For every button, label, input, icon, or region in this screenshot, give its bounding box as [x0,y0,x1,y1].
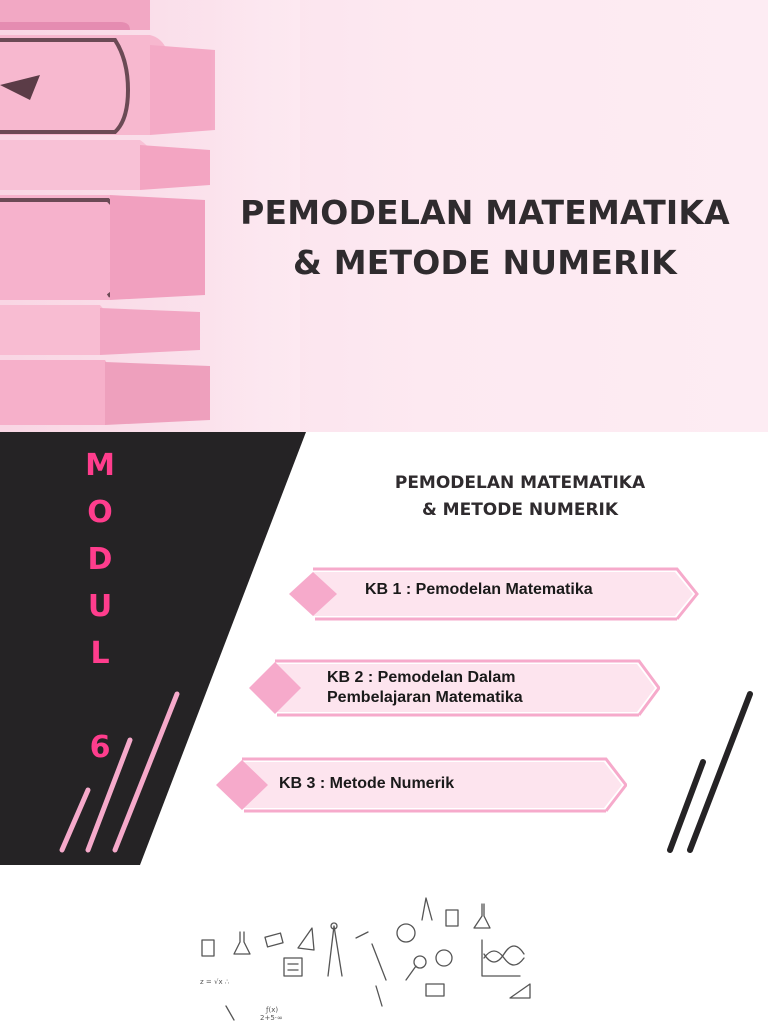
clipboard-icon [446,910,458,926]
kb-3-item[interactable] [212,756,627,814]
module-letter: D [87,542,113,577]
svg-text:2+5·∞: 2+5·∞ [260,1014,283,1022]
module-letter: U [87,589,113,624]
hero-title-line-1: PEMODELAN MATEMATIKA [240,193,730,232]
pencil-icon [372,944,386,980]
compass-icon [328,926,342,976]
section-title [360,470,680,524]
hero-title-line-2: & METODE NUMERIK [293,243,677,282]
notebook-icon [202,940,214,956]
globe-icon [436,950,452,966]
hero-title [225,188,745,288]
section-title-line-2: & METODE NUMERIK [421,500,619,520]
svg-text:z = √x ∴: z = √x ∴ [200,978,230,986]
kb-3-label: KB 3 : Metode Numerik [279,775,455,792]
kb-2-label-line-2: Pembelajaran Matematika [327,689,523,706]
set-square-icon [510,984,530,998]
module-letter: M [85,448,115,483]
book-open-icon [426,984,444,996]
module-number: 6 [89,730,111,765]
divider-icon [422,898,432,920]
section-title-line-1: PEMODELAN MATEMATIKA [394,473,646,493]
module-letter: L [90,636,110,671]
hero-banner [0,0,768,432]
flask-icon [234,932,250,954]
svg-text:ƒ(x): ƒ(x) [266,1006,279,1014]
kb-1-label: KB 1 : Pemodelan Matematika [365,581,593,598]
kb-2-label [327,668,523,708]
kb-2-label-line-1: KB 2 : Pemodelan Dalam [327,669,516,686]
kb-2-item[interactable] [245,658,660,718]
clock-icon [397,924,415,942]
beaker-icon [474,904,490,928]
book-icon [265,933,283,947]
module-letter: O [87,495,113,530]
magnifier-icon [406,966,416,980]
calculator-icon [284,958,302,976]
kb-1-item[interactable] [285,566,700,622]
math-science-doodles-icon [190,880,550,1024]
triangle-ruler-icon [298,928,314,950]
